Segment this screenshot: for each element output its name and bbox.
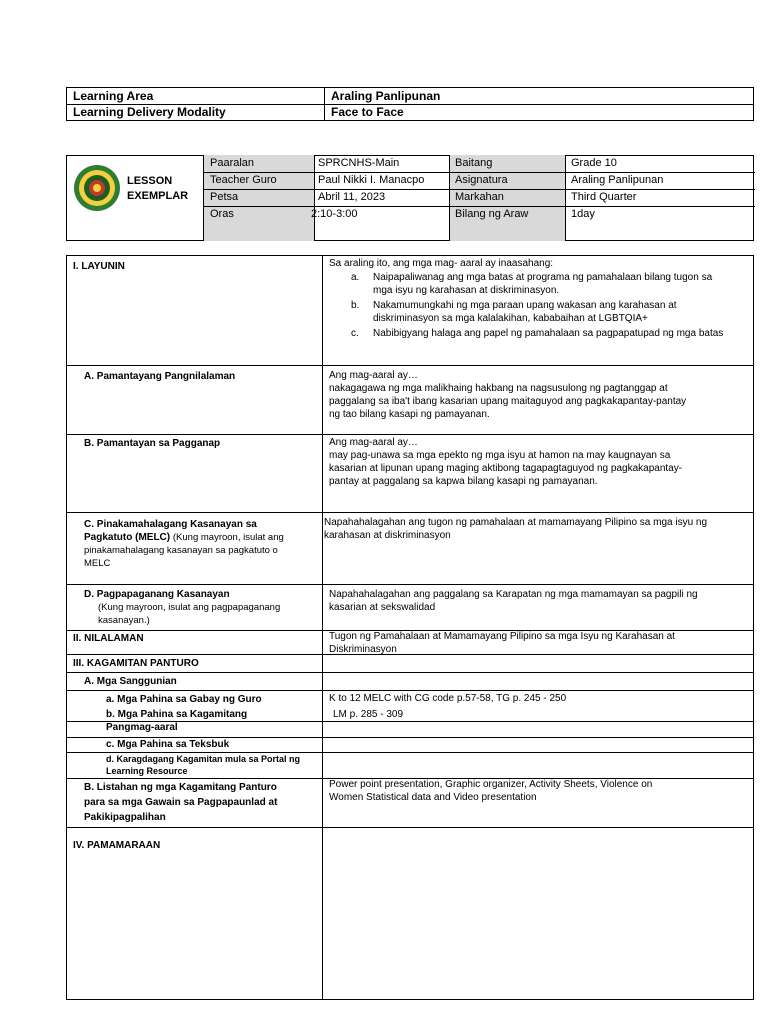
- teacher-value: Paul Nikki I. Manacpo: [318, 174, 425, 186]
- learning-area-value: Araling Panlipunan: [331, 89, 441, 103]
- pangnilalaman-line1: Ang mag-aaral ay…: [329, 370, 418, 381]
- nilalaman-label: II. NILALAMAN: [73, 633, 144, 644]
- pagganap-line1: Ang mag-aaral ay…: [329, 437, 418, 448]
- oras-label: Oras: [210, 208, 234, 220]
- paaralan-value: SPRCNHS-Main: [318, 157, 400, 169]
- modality-value: Face to Face: [331, 105, 404, 119]
- karagdagang-kagamitan-label: d. Karagdagang Kagamitan mula sa Portal ng Learning Resource: [106, 754, 301, 776]
- layunin-intro: Sa araling ito, ang mga mag- aaral ay inaasahang:: [329, 258, 554, 269]
- melc-label-bold: C. Pinakamahalagang Kasanayan sa Pagkatuto (MELC): [84, 519, 257, 543]
- layunin-label: I. LAYUNIN: [73, 261, 125, 272]
- lesson-label: LESSON: [127, 175, 173, 187]
- learning-area-label: Learning Area: [73, 89, 154, 103]
- melc-content: Napahahalagahan ang tugon ng pamahalaan at mamamayang Pilipino sa mga isyu ng karahasan at diskriminasyon: [324, 517, 708, 541]
- oras-value: 2:10-3:00: [311, 208, 358, 220]
- pagpapaganang-label-note: (Kung mayroon, isulat ang pagpapaganang kasanayan.): [98, 602, 281, 626]
- list-item: a. Naipapaliwanag ang mga batas at programa ng pamahalaan bilang tugon sa mga isyu ng karahasan at diskriminasyon.: [351, 272, 713, 296]
- melc-label-note: (Kung mayroon, isulat ang pinakamahalagang kasanayan sa pagkatuto o MELC: [84, 532, 284, 569]
- teksbuk-label: c. Mga Pahina sa Teksbuk: [106, 739, 230, 750]
- markahan-label: Markahan: [455, 191, 504, 203]
- gabay-guro-label: a. Mga Pahina sa Gabay ng Guro: [106, 694, 262, 705]
- kagamitang-pangmag-aaral-value: LM p. 285 - 309: [333, 709, 404, 720]
- listahan-value: Power point presentation, Graphic organizer, Activity Sheets, Violence on Women Statistical data and Video presentation: [329, 779, 653, 803]
- bilang-label: Bilang ng Araw: [455, 208, 529, 220]
- nilalaman-content: Tugon ng Pamahalaan at Mamamayang Pilipino sa mga Isyu ng Karahasan at Diskriminasyon: [329, 631, 675, 655]
- teacher-label: Teacher Guro: [210, 174, 277, 186]
- paaralan-label: Paaralan: [210, 157, 255, 169]
- kagamitang-pangmag-aaral-label: b. Mga Pahina sa Kagamitang Pangmag-aaral: [106, 709, 248, 733]
- lesson-header-table: [66, 155, 754, 241]
- asignatura-value: Araling Panlipunan: [571, 174, 664, 186]
- baitang-value: Grade 10: [571, 157, 617, 169]
- modality-label: Learning Delivery Modality: [73, 105, 226, 119]
- sanggunian-label: A. Mga Sanggunian: [84, 676, 177, 687]
- listahan-label: B. Listahan ng mga Kagamitang Panturo para sa mga Gawain sa Pagpapaunlad at Pakikipagpalihan: [84, 782, 278, 823]
- list-item: b. Nakamumungkahi ng mga paraan upang wakasan ang karahasan at diskriminasyon sa mga kalalakihan, kababaihan at LGBTQIA+: [351, 300, 677, 324]
- pamantayang-pangnilalaman-label: A. Pamantayang Pangnilalaman: [84, 371, 236, 382]
- bilang-value: 1day: [571, 208, 595, 220]
- pagganap-text: may pag-unawa sa mga epekto ng mga isyu at hamon na may kaugnayan sa kasarian at lipunan upang maging aktibong tagapagtaguyod ng pagkakapantay-pantay at paggalang sa kapwa bilang kasapi ng pamayanan.: [329, 450, 683, 487]
- layunin-content: [329, 257, 729, 340]
- pagpapaganang-label: [84, 588, 294, 627]
- pamamaraan-label: IV. PAMAMARAAN: [73, 840, 161, 851]
- list-item: c. Nabibigyang halaga ang papel ng pamahalaan sa pagpapatupad ng mga batas: [351, 328, 724, 339]
- markahan-value: Third Quarter: [571, 191, 637, 203]
- pangnilalaman-text: nakagagawa ng mga malikhaing hakbang na nagsusulong ng pagtanggap at paggalang sa iba't ibang kasarian upang maitaguyod ang pagkakapantay-pantay ng tao bilang kasapi ng pamayanan.: [329, 383, 687, 420]
- baitang-label: Baitang: [455, 157, 493, 169]
- exemplar-label: EXEMPLAR: [127, 190, 189, 202]
- learning-info-table: [66, 87, 754, 121]
- pamantayang-pangnilalaman-content: [329, 369, 699, 421]
- melc-label: [84, 518, 294, 570]
- layunin-list: [351, 271, 729, 340]
- petsa-value: Abril 11, 2023: [318, 191, 386, 203]
- pamantayan-pagganap-content: [329, 436, 699, 488]
- header-grid: [203, 155, 755, 241]
- pagpapaganang-content: Napahahalagahan ang paggalang sa Karapatan ng mga mamamayan sa pagpili ng kasarian at sekswalidad: [329, 589, 698, 613]
- kagamitan-label: III. KAGAMITAN PANTURO: [73, 658, 199, 669]
- gabay-guro-value: K to 12 MELC with CG code p.57-58, TG p. 245 - 250: [329, 693, 567, 704]
- school-seal-logo: [73, 164, 121, 212]
- main-lesson-table: [66, 255, 754, 1000]
- pamantayan-pagganap-label: B. Pamantayan sa Pagganap: [84, 438, 221, 449]
- asignatura-label: Asignatura: [455, 174, 508, 186]
- petsa-label: Petsa: [210, 191, 239, 203]
- pagpapaganang-label-bold: D. Pagpapaganang Kasanayan: [84, 589, 230, 600]
